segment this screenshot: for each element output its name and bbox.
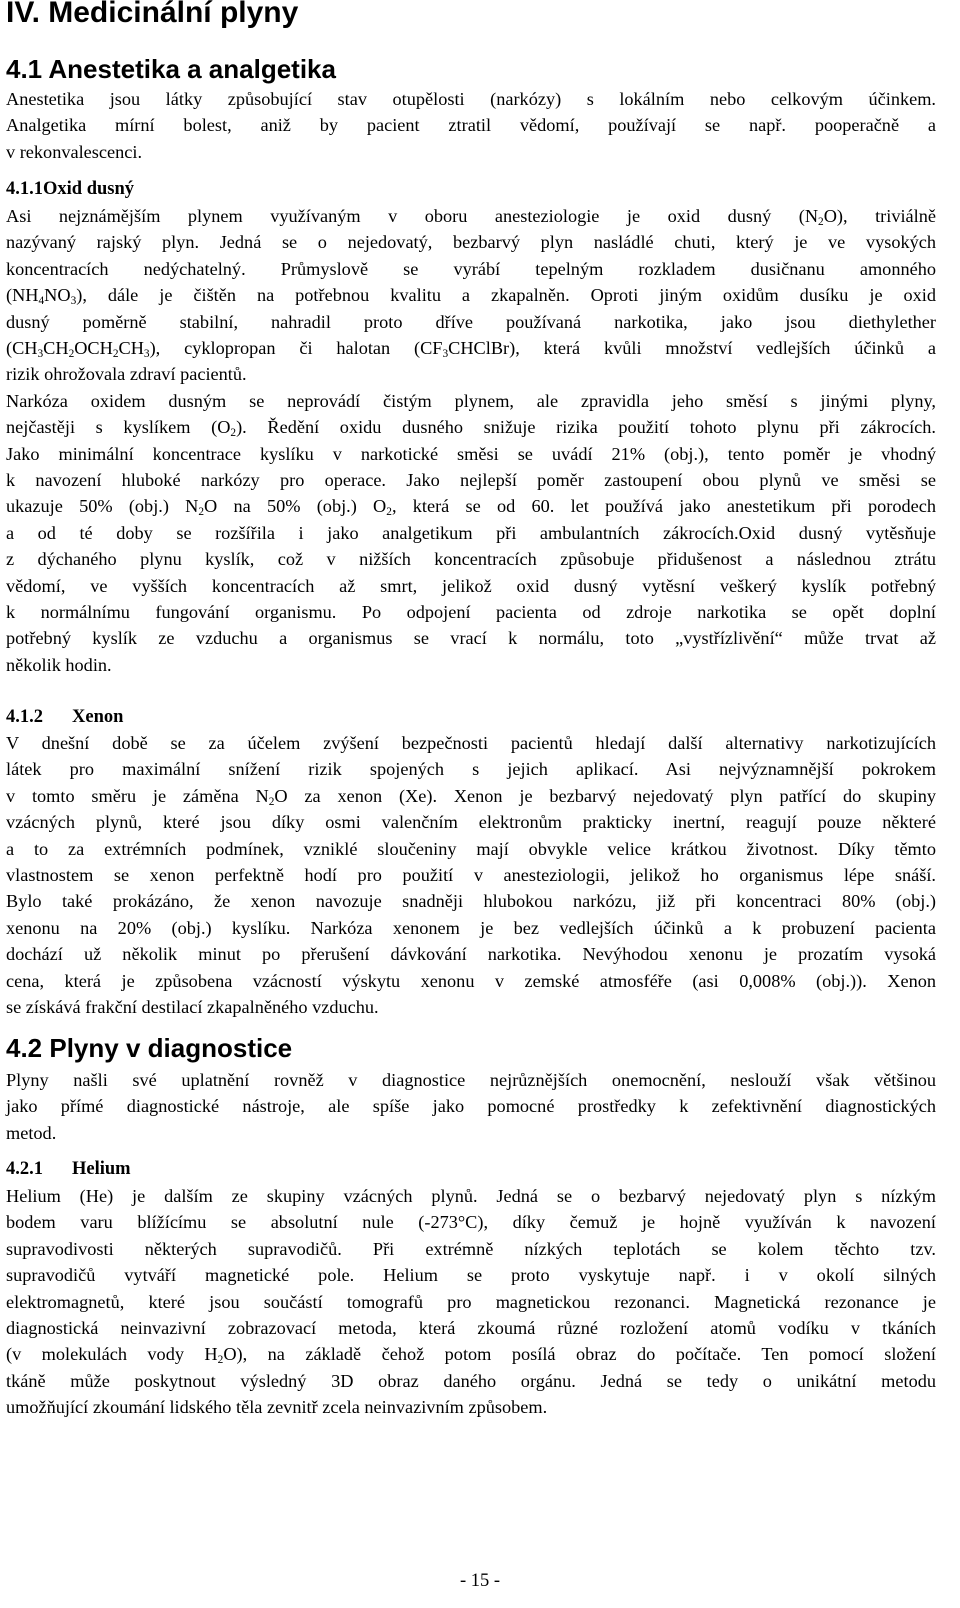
subscript: 2 — [268, 795, 275, 808]
paragraph-line: vzácných plynů, které jsou díky osmi valenčním elektronům prakticky inertní, reagují pouze některé — [6, 812, 936, 833]
subscript: 3 — [37, 347, 44, 360]
subsection-heading-4-1-2 — [6, 706, 123, 728]
paragraph-line: Helium (He) je dalším ze skupiny vzácných plynů. Jedná se o bezbarvý nejedovatý plyn s nízkým — [6, 1186, 936, 1206]
paragraph-line: diagnostická neinvazivní zobrazovací metoda, která zkoumá různé rozložení atomů vodíku v tkáních — [6, 1318, 936, 1338]
section-heading-4-1: 4.1 Anestetika a analgetika — [6, 54, 336, 84]
paragraph-line: Anestetika jsou látky způsobující stav otupělosti (narkózy) s lokálním nebo celkovým účinkem. — [6, 89, 936, 109]
paragraph-line: se získává frakční destilací zkapalněného vzduchu. — [6, 997, 379, 1017]
paragraph-line: a od té doby se rozšířila i jako analgetikum při ambulantních zákrocích.Oxid dusný vytěsňuje — [6, 522, 936, 543]
subscript: 2 — [386, 506, 392, 519]
paragraph-line: Narkóza oxidem dusným se neprovádí čistým plynem, ale zpravidla jeho směsí s jinými plyny, — [6, 390, 936, 411]
subscript: 2 — [818, 215, 824, 228]
paragraph-line: dusný poměrně stabilní, nahradil proto dříve používaná narkotika, jako jsou diethylether — [6, 311, 936, 332]
paragraph-line: $(CH_3CH_2OCH_2CH_3)$, cyklopropan či halotan $(CF_3CHClBr)$, která kvůli množství vedlejších účinků a — [6, 338, 936, 360]
paragraph-line: elektromagnetů, které jsou součástí tomografů pro magnetickou rezonanci. Magnetická rezonance je — [6, 1291, 936, 1312]
paragraph-line: jako přímé diagnostické nástroje, ale spíše jako pomocné prostředky k zefektivnění diagnostických — [6, 1096, 936, 1117]
subsection-title: Oxid dusný — [43, 179, 135, 199]
paragraph-line: v tomto směru je záměna $N_2O$ za xenon (Xe). Xenon je bezbarvý nejedovatý plyn patřící do skupiny — [6, 785, 936, 808]
paragraph-line: Asi nejznámějším plynem využívaným v oboru anesteziologie je oxid dusný $(N_2O)$, triviálně — [6, 206, 936, 228]
paragraph-line: umožňující zkoumání lidského těla zevnitř zcela neinvazivním způsobem. — [6, 1397, 548, 1418]
subscript: 2 — [68, 347, 75, 360]
subsection-heading-4-2-1 — [6, 1158, 131, 1180]
subsection-title: Helium — [72, 1159, 131, 1179]
page-number: - 15 - — [459, 1571, 501, 1591]
paragraph-line: V dnešní době se za účelem zvýšení bezpečnosti pacientů hledají další alternativy narkotizujících — [6, 733, 936, 753]
paragraph-line: (v molekulách vody $H_2O$), na základě čehož potom posílá obraz do počítače. Ten pomocí složení — [6, 1344, 936, 1367]
paragraph-line: Jako minimální koncentrace kyslíku v narkotické směsi se uvádí 21% (obj.), tento poměr je vhodný — [6, 443, 936, 464]
subscript: 2 — [112, 347, 119, 360]
paragraph-line: vlastnostem se xenon perfektně hodí pro použití v anesteziologii, jelikož ho organismus lépe snáší. — [6, 865, 936, 885]
paragraph-line: xenonu na 20% (obj.) kyslíku. Narkóza xenonem je bez vedlejších účinků a k probuzení pacienta — [6, 917, 936, 938]
paragraph-line: několik hodin. — [6, 654, 112, 675]
paragraph-line: Plyny našli své uplatnění rovněž v diagnostice nejrůznějších onemocnění, neslouží však většinou — [6, 1070, 936, 1090]
paragraph-line: $(NH_4NO_3)$, dále je čištěn na potřebnou kvalitu a zkapalněn. Oproti jiným oxidům dusíku je oxid — [6, 285, 936, 308]
paragraph-line: vědomí, ve vyšších koncentracích až smrt, jelikož oxid dusný vytěsní veškerý kyslík potřebný — [6, 575, 936, 596]
paragraph-line: Bylo také prokázáno, že xenon navozuje snadněji hlubokou narkózu, již při koncentraci 80% (obj.) — [6, 891, 936, 912]
subscript: 2 — [198, 506, 205, 519]
subsection-number: 4.2.1 — [6, 1159, 43, 1179]
subscript: 2 — [230, 427, 237, 440]
subscript: 2 — [217, 1354, 224, 1367]
section-heading-4-2: 4.2 Plyny v diagnostice — [6, 1033, 293, 1063]
paragraph-line: dochází už několik minut po přerušení dávkování narkotika. Nevýhodou xenonu je prozatím vysoká — [6, 944, 936, 965]
paragraph-line: koncentracích nedýchatelný. Průmyslově se vyrábí tepelným rozkladem dusičnanu amonného — [6, 258, 936, 279]
paragraph-line: látek pro maximální snížení rizik spojených s jejich aplikací. Asi nejvýznamnější pokrokem — [6, 759, 936, 780]
subscript: 3 — [143, 347, 150, 360]
paragraph-line: supravodivosti některých supravodičů. Při extrémně nízkých teplotách se kolem těchto tzv. — [6, 1238, 936, 1259]
subscript: 4 — [38, 295, 45, 308]
paragraph-line: supravodičů vytváří magnetické pole. Helium se proto vyskytuje např. i v okolí silných — [6, 1265, 936, 1286]
paragraph-line: bodem varu blížícímu se absolutní nule (-273°C), díky čemuž je hojně využíván k navození — [6, 1212, 936, 1233]
chapter-heading: IV. Medicinální plyny — [6, 0, 299, 29]
paragraph-line: nazývaný rajský plyn. Jedná se o nejedovatý, bezbarvý plyn nasládlé chuti, který je ve vysokých — [6, 232, 936, 253]
subscript: 3 — [70, 295, 77, 308]
paragraph-line: k navození hluboké narkózy pro operace. Jako nejlepší poměr zastoupení obou plynů ve směsi se — [6, 470, 936, 490]
paragraph-line: z dýchaného plynu kyslík, což v nižších koncentracích způsobuje přidušenost a následnou ztrátu — [6, 549, 936, 570]
paragraph-line: Analgetika mírní bolest, aniž by pacient ztratil vědomí, používají se např. pooperačně a — [6, 115, 936, 135]
subsection-number: 4.1.2 — [6, 707, 43, 727]
subscript: 3 — [442, 347, 449, 360]
subsection-title: Xenon — [72, 707, 124, 727]
subsection-number: 4.1.1 — [6, 179, 43, 199]
paragraph-line: k normálnímu fungování organismu. Po odpojení pacienta od zdroje narkotika se opět doplní — [6, 602, 936, 622]
paragraph-line: metod. — [6, 1122, 57, 1143]
paragraph-line: nejčastěji s kyslíkem $(O_2)$. Ředění oxidu dusného snižuje rizika použití tohoto plynu při zákrocích. — [6, 417, 937, 440]
paragraph-line: rizik ohrožovala zdraví pacientů. — [6, 364, 247, 385]
paragraph-line: potřebný kyslík ze vzduchu a organismus se vrací k normálu, toto „vystřízlivění“ může trvat až — [6, 628, 936, 649]
paragraph-line: cena, která je způsobena vzácností výskytu xenonu v zemské atmosféře (asi 0,008% (obj.)). Xenon — [6, 970, 936, 991]
subsection-heading-4-1-1 — [6, 178, 134, 200]
paragraph-line: tkáně může poskytnout výsledný 3D obraz daného orgánu. Jedná se tedy o unikátní metodu — [6, 1370, 936, 1391]
paragraph-line: v rekonvalescenci. — [6, 142, 143, 162]
paragraph-line: ukazuje 50% (obj.) $N_2O$ na 50% (obj.) $O_2$, která se od 60. let používá jako anestetikum při porodech — [6, 496, 937, 519]
paragraph-line: a to za extrémních podmínek, vzniklé sloučeniny mají obvykle velice krátkou životnost. Díky těmto — [6, 838, 936, 859]
